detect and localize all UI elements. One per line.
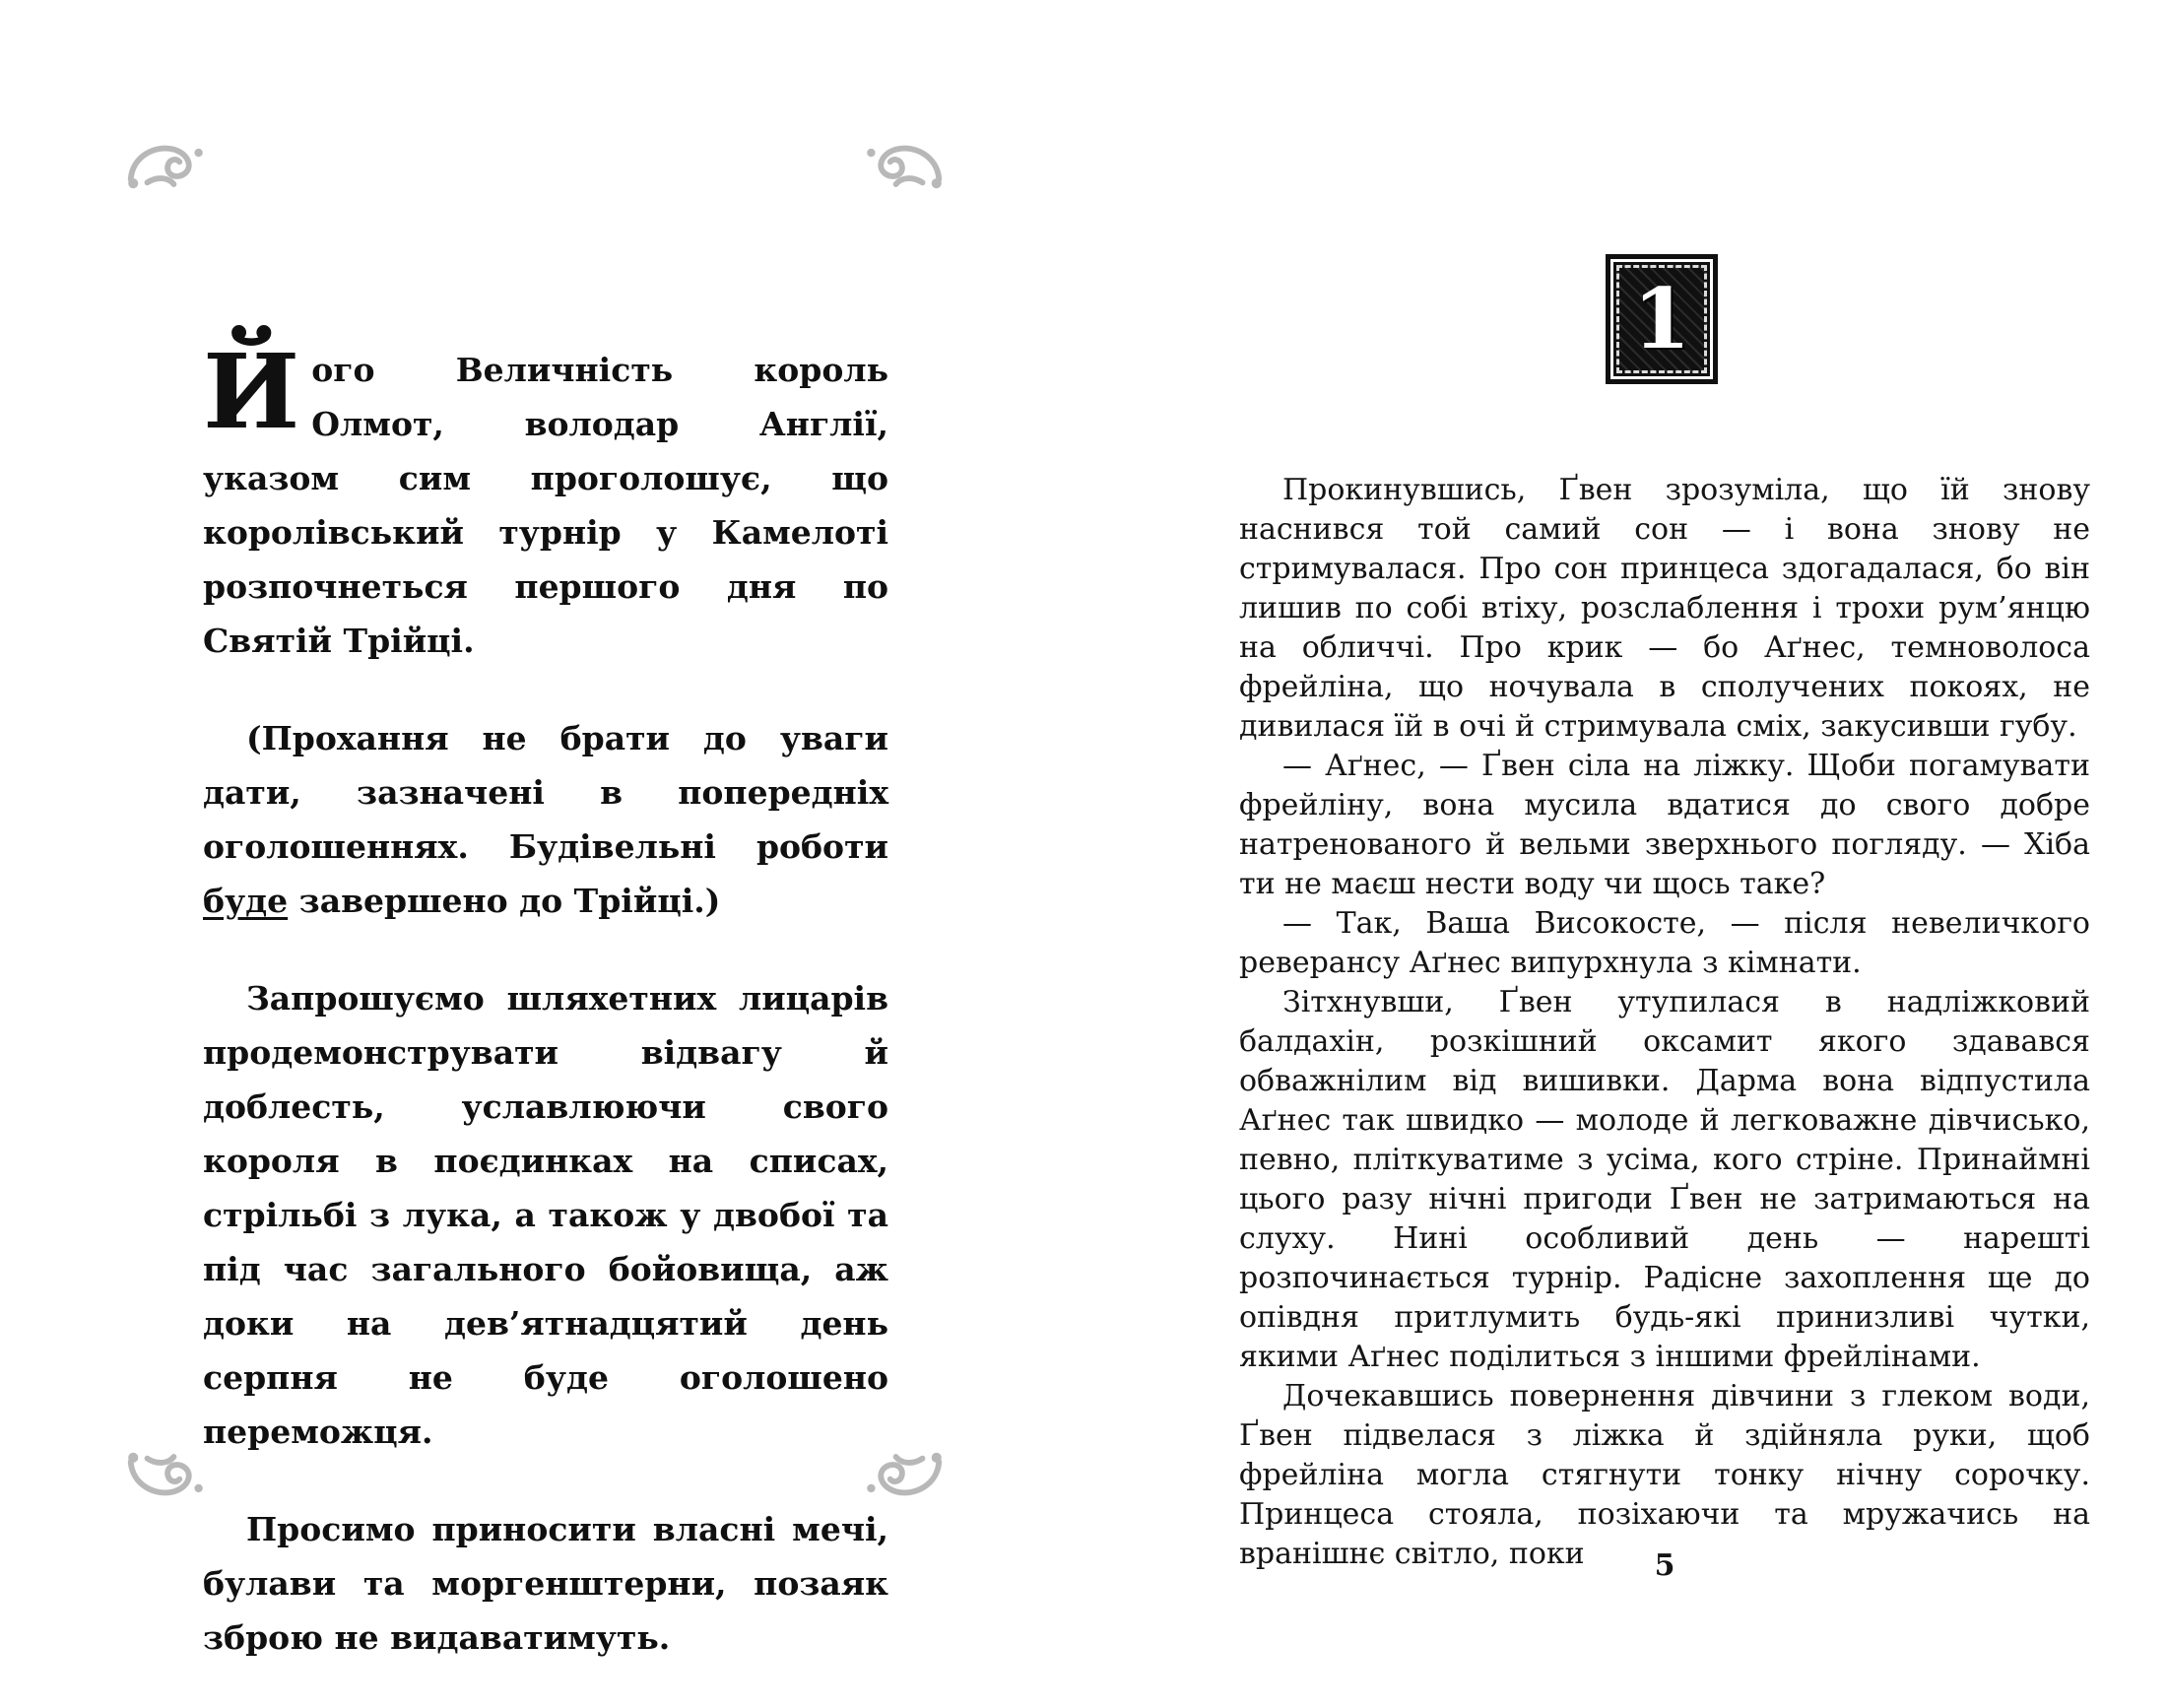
fleuron-bottom-left-icon [124, 1450, 207, 1505]
body-paragraph-5: Дочекавшись повернення дівчини з глеком води, Ґвен підвелася з ліжка й здійняла руки, щоб фрейліна могла стягнути тонку нічну сорочку. Принцеса стояла, позіхаючи та мружачись на вранішнє світло, поки [1239, 1379, 2090, 1571]
proclamation-paragraph-1-text: ого Величність король Олмот, володар Англії, указом сим проголошує, що королівський турнір у Камелоті розпочнеться першого дня по Святій Трійці. [203, 351, 888, 660]
body-paragraph-2: — Аґнес, — Ґвен сіла на ліжку. Щоби погамувати фрейліну, вона мусила вдатися до свого добре натренованого й вельми зверхнього погляду. — Хіба ти не маєш нести воду чи щось таке? [1239, 749, 2090, 901]
left-page-proclamation [203, 331, 888, 1708]
underlined-word: буде [203, 882, 289, 920]
proclamation-paragraph-2-pre: (Прохання не брати до уваги дати, зазначені в попередніх оголошеннях. Будівельні роботи [203, 719, 888, 866]
fleuron-top-right-icon [863, 136, 946, 191]
proclamation-paragraph-1 [203, 331, 888, 668]
page-number: 5 [1654, 1548, 1675, 1583]
drop-cap-letter: Й [203, 331, 300, 452]
body-paragraph-4: Зітхнувши, Ґвен утупилася в надліжковий балдахін, розкішний оксамит якого здавався обважнілим від вишивки. Дарма вона відпустила Аґнес так швидко — молоде й легковажне дівчисько, певно, пліткуватиме з усіма, кого стріне. Принаймні цього разу нічні пригоди Ґвен не затримаються на слуху. Нині особливий день — нарешті розпочинається турнір. Радісне захоплення ще до опівдня притлумить будь-які принизливі чутки, якими Аґнес поділиться з іншими фрейлінами. [1239, 985, 2090, 1374]
proclamation-paragraph-2 [203, 711, 888, 928]
proclamation-paragraph-4: Просимо приносити власні мечі, булави та моргенштерни, позаяк зброю не видаватимуть. [203, 1510, 888, 1657]
proclamation-paragraph-3: Запрошуємо шляхетних лицарів продемонструвати відвагу й доблесть, уславлюючи свого короля в поєдинках на списах, стрільбі з лука, а також у двобої та під час загального бойовища, аж доки на дев’ятнадцятий день серпня не буде оголошено переможця. [203, 979, 888, 1451]
right-page-body [1239, 471, 2090, 1574]
body-paragraph-3: — Так, Ваша Високосте, — після невеличкого реверансу Аґнес випурхнула з кімнати. [1239, 906, 2090, 980]
fleuron-top-left-icon [124, 136, 207, 191]
chapter-number: 1 [1632, 270, 1691, 367]
proclamation-paragraph-2-post: завершено до Трійці.) [288, 882, 721, 920]
chapter-badge-inner-frame [1616, 265, 1707, 373]
body-paragraph-1: Прокинувшись, Ґвен зрозуміла, що їй знову наснився той самий сон — і вона знову не стримувалася. Про сон принцеса здогадалася, бо він лишив по собі втіху, розслаблення і трохи рум’янцю на обличчі. Про крик — бо Аґнес, темноволоса фрейліна, що ночувала в сполучених покоях, не дивилася їй в очі й стримувала сміх, закусивши губу. [1239, 473, 2090, 744]
chapter-number-badge [1606, 254, 1718, 384]
